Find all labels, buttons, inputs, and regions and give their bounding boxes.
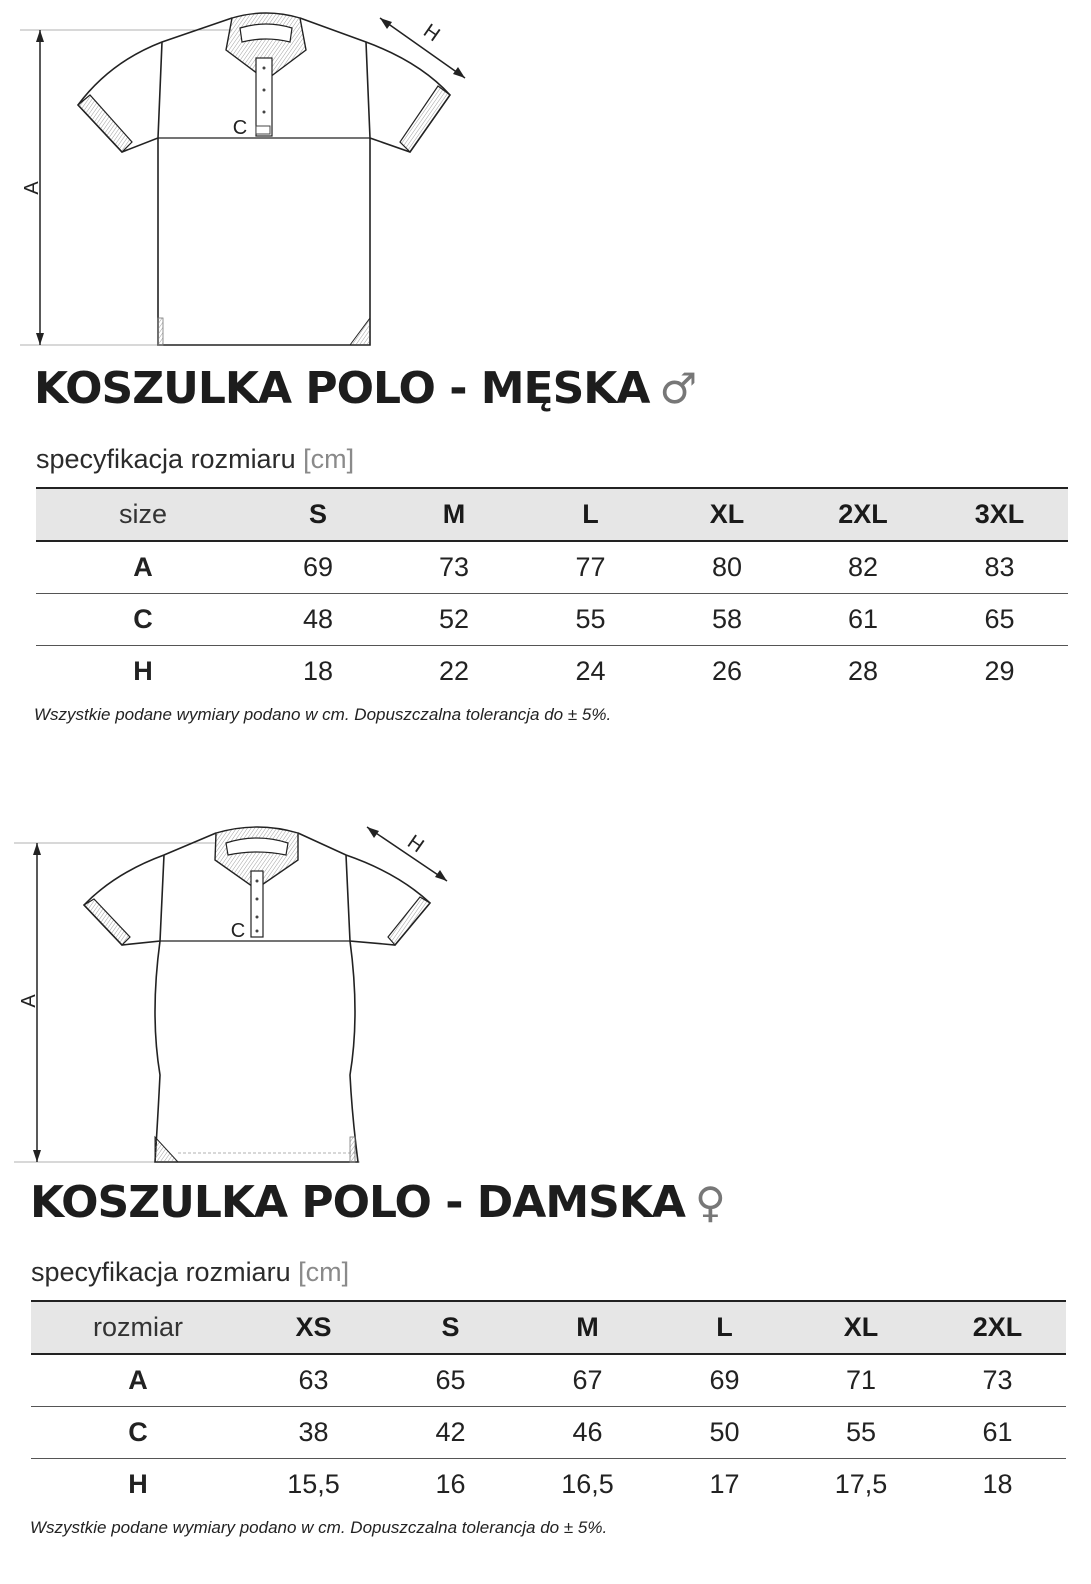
- header-cell: S: [382, 1301, 519, 1354]
- table-cell: 82: [795, 541, 931, 594]
- table-row: [36, 646, 1068, 698]
- table-row: [31, 1407, 1066, 1459]
- table-cell: 63: [245, 1354, 382, 1407]
- table-cell: 77: [522, 541, 659, 594]
- dimension-h-label: H: [419, 19, 444, 47]
- women-unit: [cm]: [298, 1257, 350, 1287]
- table-cell: 55: [522, 594, 659, 646]
- table-cell: 52: [386, 594, 522, 646]
- table-cell: 16: [435, 1469, 466, 1499]
- women-title-text: KOSZULKA POLO - DAMSKA: [30, 1177, 685, 1228]
- dimension-h-label: H: [403, 830, 428, 858]
- table-cell: 18: [982, 1469, 1013, 1499]
- table-cell: 28: [847, 656, 879, 686]
- header-cell: 2XL: [795, 488, 931, 541]
- table-cell: 15,5: [287, 1469, 340, 1499]
- header-cell: S: [250, 488, 386, 541]
- table-cell: 73: [929, 1354, 1066, 1407]
- table-cell: 69: [656, 1354, 793, 1407]
- table-header-row: [31, 1301, 1066, 1354]
- table-cell: 18: [302, 656, 334, 686]
- women-polo-diagram: [0, 815, 500, 1170]
- table-cell: 24: [575, 656, 606, 686]
- table-cell: 71: [793, 1354, 929, 1407]
- row-label: C: [31, 1407, 245, 1459]
- women-size-table: [31, 1300, 1066, 1510]
- table-cell: 42: [382, 1407, 519, 1459]
- row-label: A: [36, 541, 250, 594]
- row-label: H: [133, 656, 153, 686]
- women-subtitle-text: specyfikacja rozmiaru: [31, 1257, 291, 1287]
- header-cell: M: [519, 1301, 656, 1354]
- men-title: [34, 363, 696, 414]
- header-cell: 2XL: [929, 1301, 1066, 1354]
- table-row: [36, 594, 1068, 646]
- row-label: H: [128, 1469, 148, 1499]
- dimension-c-label: C: [232, 117, 248, 139]
- men-title-text: KOSZULKA POLO - MĘSKA: [34, 363, 650, 414]
- women-subtitle: [31, 1257, 349, 1288]
- men-subtitle: [36, 444, 354, 475]
- table-row: [31, 1354, 1066, 1407]
- table-row: [36, 541, 1068, 594]
- dimension-a-label: A: [21, 181, 43, 195]
- table-cell: 69: [250, 541, 386, 594]
- table-cell: 38: [245, 1407, 382, 1459]
- table-cell: 16,5: [561, 1469, 614, 1499]
- table-cell: 65: [382, 1354, 519, 1407]
- table-cell: 29: [984, 656, 1015, 686]
- women-title: [30, 1177, 725, 1228]
- table-cell: 48: [250, 594, 386, 646]
- table-cell: 17,5: [834, 1469, 888, 1499]
- table-cell: 83: [931, 541, 1068, 594]
- dimension-c-label: C: [230, 920, 246, 942]
- table-header-row: [36, 488, 1068, 541]
- men-polo-diagram: [0, 0, 500, 355]
- row-label: C: [36, 594, 250, 646]
- header-cell: XL: [793, 1301, 929, 1354]
- women-tolerance-note: Wszystkie podane wymiary podano w cm. Dopuszczalna tolerancja do ± 5%.: [30, 1518, 608, 1537]
- table-cell: 58: [659, 594, 795, 646]
- table-cell: 46: [519, 1407, 656, 1459]
- men-unit: [cm]: [303, 444, 355, 474]
- header-cell: size: [36, 488, 250, 541]
- table-cell: 61: [795, 594, 931, 646]
- table-row: [31, 1459, 1066, 1511]
- men-tolerance-note: Wszystkie podane wymiary podano w cm. Dopuszczalna tolerancja do ± 5%.: [34, 705, 612, 724]
- table-cell: 22: [438, 656, 470, 686]
- header-cell: XS: [245, 1301, 382, 1354]
- table-cell: 67: [519, 1354, 656, 1407]
- header-cell: XL: [659, 488, 795, 541]
- female-symbol-icon: ♀: [694, 1178, 725, 1227]
- table-cell: 50: [656, 1407, 793, 1459]
- header-cell: L: [522, 488, 659, 541]
- header-cell: M: [386, 488, 522, 541]
- male-symbol-icon: ♂: [659, 364, 697, 413]
- men-size-table: [36, 487, 1068, 697]
- men-subtitle-text: specyfikacja rozmiaru: [36, 444, 296, 474]
- header-cell: L: [656, 1301, 793, 1354]
- table-cell: 73: [386, 541, 522, 594]
- row-label: A: [31, 1354, 245, 1407]
- table-cell: 65: [931, 594, 1068, 646]
- table-cell: 80: [659, 541, 795, 594]
- table-cell: 61: [929, 1407, 1066, 1459]
- table-cell: 17: [709, 1469, 740, 1499]
- header-cell: 3XL: [931, 488, 1068, 541]
- table-cell: 26: [711, 656, 743, 686]
- header-cell: rozmiar: [31, 1301, 245, 1354]
- table-cell: 55: [793, 1407, 929, 1459]
- dimension-a-label: A: [18, 994, 40, 1008]
